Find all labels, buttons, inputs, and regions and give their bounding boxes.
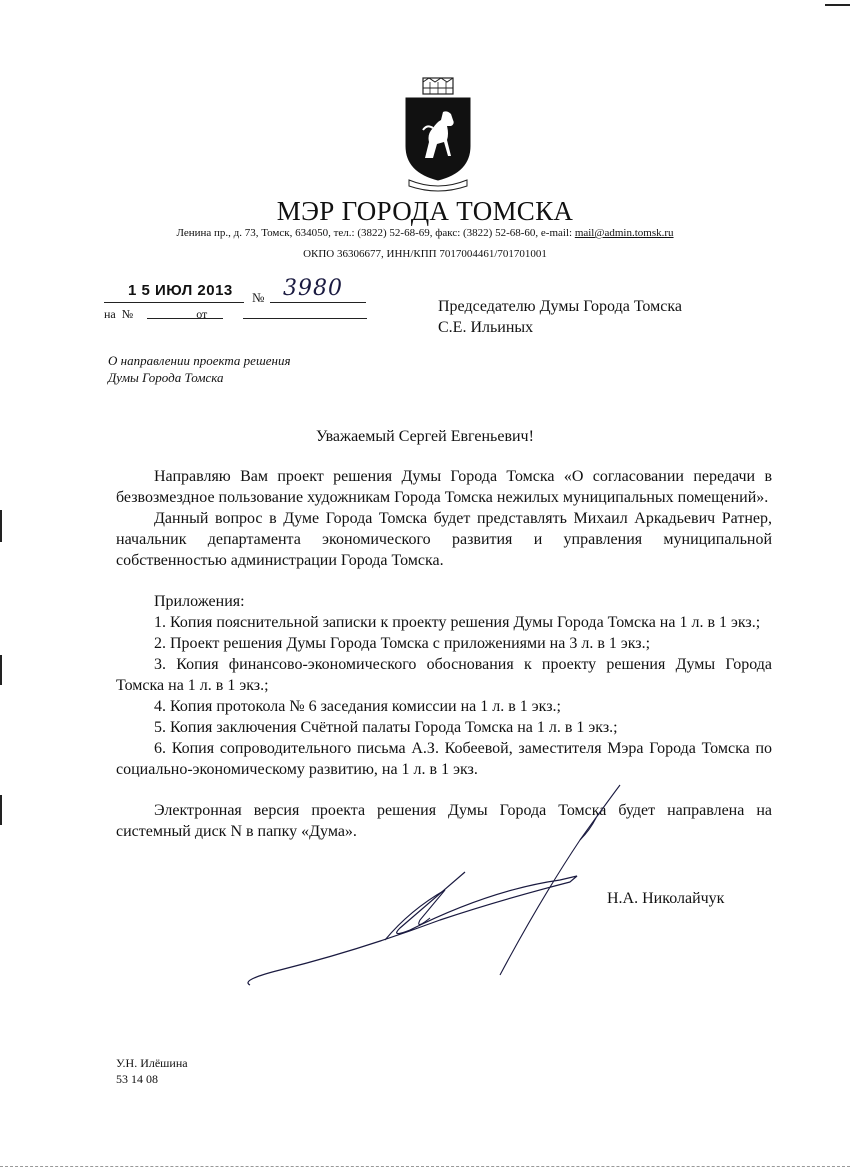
attachment-item-3: 3. Копия финансово-экономического обоснования к проекту решения Думы Города Томска на 1 л. в 1 экз.; — [116, 656, 772, 694]
reply-date-underline — [243, 318, 367, 319]
mayor-title: МЭР ГОРОДА ТОМСКА — [276, 196, 574, 226]
subject-line-1: О направлении проекта решения — [108, 353, 291, 368]
scan-edge-mark — [0, 510, 2, 542]
executor-phone: 53 14 08 — [116, 1072, 158, 1086]
recipient-block — [438, 296, 682, 338]
scan-edge-mark — [0, 795, 2, 825]
attachment-item-2: 2. Проект решения Думы Города Томска с приложениями на 3 л. в 1 экз.; — [154, 635, 651, 652]
outgoing-date-stamp: 1 5 ИЮЛ 2013 — [128, 282, 233, 299]
attachment-item-4: 4. Копия протокола № 6 заседания комиссии на 1 л. в 1 экз.; — [154, 698, 561, 715]
executor-name: У.Н. Илёшина — [116, 1056, 188, 1070]
recipient-position: Председателю Думы Города Томска — [438, 298, 682, 315]
subject-line-2: Думы Города Томска — [108, 370, 224, 385]
attachments-label: Приложения: — [154, 593, 245, 610]
scan-bottom-edge — [0, 1166, 850, 1167]
number-underline — [270, 302, 366, 303]
coat-of-arms-emblem — [403, 76, 473, 194]
registry-codes: ОКПО 36306677, ИНН/КПП 7017004461/701701001 — [303, 248, 547, 260]
email-link[interactable]: mail@admin.tomsk.ru — [574, 227, 674, 239]
number-sign: № — [252, 290, 265, 305]
paragraph-3: Электронная версия проекта решения Думы Города Томска будет направлена на системный диск N в папку «Дума». — [116, 802, 772, 840]
scan-edge-mark — [825, 4, 850, 6]
address-text: Ленина пр., д. 73, Томск, 634050, тел.: (3822) 52-68-69, факс: (3822) 52-68-60, e-mail: — [176, 227, 575, 239]
date-underline — [104, 302, 244, 303]
reply-number-underline — [147, 318, 223, 319]
scan-edge-mark — [0, 655, 2, 685]
attachment-item-5: 5. Копия заключения Счётной палаты Города Томска на 1 л. в 1 экз.; — [154, 719, 618, 736]
handwritten-signature — [240, 780, 630, 990]
recipient-name: С.Е. Ильиных — [438, 319, 534, 336]
paragraph-1: Направляю Вам проект решения Думы Города Томска «О согласовании передачи в безвозмездное пользование художникам Города Томска нежилых муниципальных помещений». — [116, 468, 772, 506]
attachment-item-1: 1. Копия пояснительной записки к проекту решения Думы Города Томска на 1 л. в 1 экз.; — [154, 614, 761, 631]
executor-block — [116, 1055, 188, 1087]
attachment-item-6: 6. Копия сопроводительного письма А.З. Кобеевой, заместителя Мэра Города Томска по социально-экономическому развитию, на 1 л. в 1 экз. — [116, 740, 772, 778]
reply-reference-row: на № от — [104, 307, 208, 321]
office-address — [0, 227, 850, 239]
greeting: Уважаемый Сергей Евгеньевич! — [316, 428, 534, 445]
subject-block — [108, 352, 291, 386]
outgoing-number: 3980 — [283, 276, 343, 301]
paragraph-2: Данный вопрос в Думе Города Томска будет представлять Михаил Аркадьевич Ратнер, начальник департамента экономического развития и управления муниципальной собственностью администрации Города Томска. — [116, 510, 772, 569]
signatory-name: Н.А. Николайчук — [607, 890, 725, 907]
